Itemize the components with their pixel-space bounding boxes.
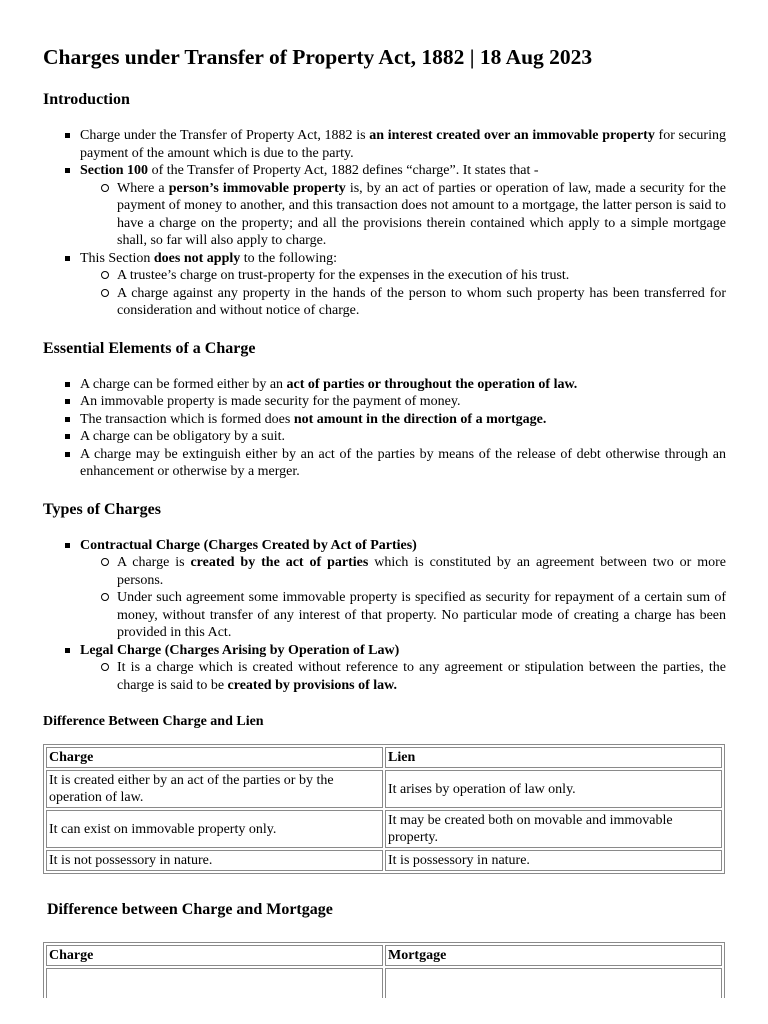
sub-list-item: Where a person’s immovable property is, by an act of parties or operation of law, made a security for the payment of money to another, and this transaction does not amount to a mortgage, the latter person is said to have a charge on the property; and all the provisions therein contained which apply to a simple mortgage shall, so far will also apply to charge. <box>117 180 726 248</box>
sub-list-item: It is a charge which is created without reference to any agreement or stipulation between the parties, the charge is said to be created by provisions of law. <box>117 660 726 693</box>
types-of-charges-list <box>43 537 726 695</box>
document-page <box>43 40 726 998</box>
section-heading-types-of-charges: Types of Charges <box>43 500 161 518</box>
section-heading-charge-vs-mortgage: Difference between Charge and Mortgage <box>47 901 333 918</box>
charge-vs-mortgage-table <box>43 942 725 998</box>
list-item: A charge can be obligatory by a suit. <box>80 428 726 446</box>
list-item: Charge under the Transfer of Property Act, 1882 is an interest created over an immovable property for securing payment of the amount which is due to the party. <box>80 128 726 161</box>
column-header: Charge <box>46 747 383 768</box>
table-cell: It can exist on immovable property only. <box>46 810 383 848</box>
sub-list <box>80 267 726 320</box>
list-item: An immovable property is made security for the payment of money. <box>80 393 726 411</box>
table-row <box>46 968 722 998</box>
sub-list <box>80 554 726 642</box>
table-cell: It arises by operation of law only. <box>385 770 722 808</box>
section-heading-introduction: Introduction <box>43 91 130 108</box>
list-item: A charge can be formed either by an act of parties or throughout the operation of law. <box>80 376 726 394</box>
list-item: The transaction which is formed does not amount in the direction of a mortgage. <box>80 411 726 429</box>
table-header-row <box>46 747 722 768</box>
sub-list-item: Under such agreement some immovable property is specified as security for repayment of a certain sum of money, without transfer of any interest of that property. No particular mode of creating a charge has been provided in this Act. <box>117 590 726 640</box>
sub-list-item: A trustee’s charge on trust-property for the expenses in the execution of his trust. <box>117 267 726 285</box>
table-header-row <box>46 945 722 966</box>
introduction-list <box>43 127 726 320</box>
table-cell: It is created either by an act of the parties or by the operation of law. <box>46 770 383 808</box>
column-header: Lien <box>385 747 722 768</box>
table-cell <box>46 968 383 998</box>
list-item: Legal Charge (Charges Arising by Operation of Law) It is a charge which is created without reference to any agreement or stipulation between the parties, the charge is said to be created by provisions of law. <box>80 642 726 693</box>
list-item: This Section does not apply to the following: A trustee’s charge on trust-property for the expenses in the execution of his trust. A charge against any property in the hands of the person to whom such property has been transferred for consideration and without notice of charge. <box>80 250 726 318</box>
column-header: Mortgage <box>385 945 722 966</box>
essential-elements-list <box>43 376 726 481</box>
list-item: Section 100 of the Transfer of Property Act, 1882 defines “charge”. It states that - Where a person’s immovable property is, by an act of parties or operation of law, made a security for the payment of money to another, and this transaction does not amount to a mortgage, the latter person is said to have a charge on the property; and all the provisions therein contained which apply to a simple mortgage shall, so far will also apply to charge. <box>80 163 726 248</box>
table-cell <box>385 968 722 998</box>
charge-vs-lien-table <box>43 744 725 874</box>
sub-list <box>80 659 726 694</box>
sub-list <box>80 180 726 250</box>
table-row <box>46 850 722 871</box>
table-row <box>46 770 722 808</box>
table-cell: It is possessory in nature. <box>385 850 722 871</box>
page-title: Charges under Transfer of Property Act, 1882 | 18 Aug 2023 <box>43 45 593 69</box>
section-heading-essential-elements: Essential Elements of a Charge <box>43 339 256 357</box>
table-cell: It is not possessory in nature. <box>46 850 383 871</box>
table-row <box>46 810 722 848</box>
charge-vs-mortgage-table-viewport <box>43 942 726 998</box>
list-item: Contractual Charge (Charges Created by Act of Parties) A charge is created by the act of parties which is constituted by an agreement between two or more persons. Under such agreement some immovable property is specified as security for repayment of a certain sum of money, without transfer of any interest of that property. No particular mode of creating a charge has been provided in this Act. <box>80 537 726 640</box>
table-cell: It may be created both on movable and immovable property. <box>385 810 722 848</box>
sub-list-item: A charge is created by the act of parties which is constituted by an agreement between two or more persons. <box>117 555 726 588</box>
list-item: A charge may be extinguish either by an act of the parties by means of the release of debt otherwise through an enhancement or otherwise by a merger. <box>80 446 726 479</box>
section-heading-charge-vs-lien: Difference Between Charge and Lien <box>43 714 264 729</box>
sub-list-item: A charge against any property in the hands of the person to whom such property has been transferred for consideration and without notice of charge. <box>117 285 726 318</box>
column-header: Charge <box>46 945 383 966</box>
